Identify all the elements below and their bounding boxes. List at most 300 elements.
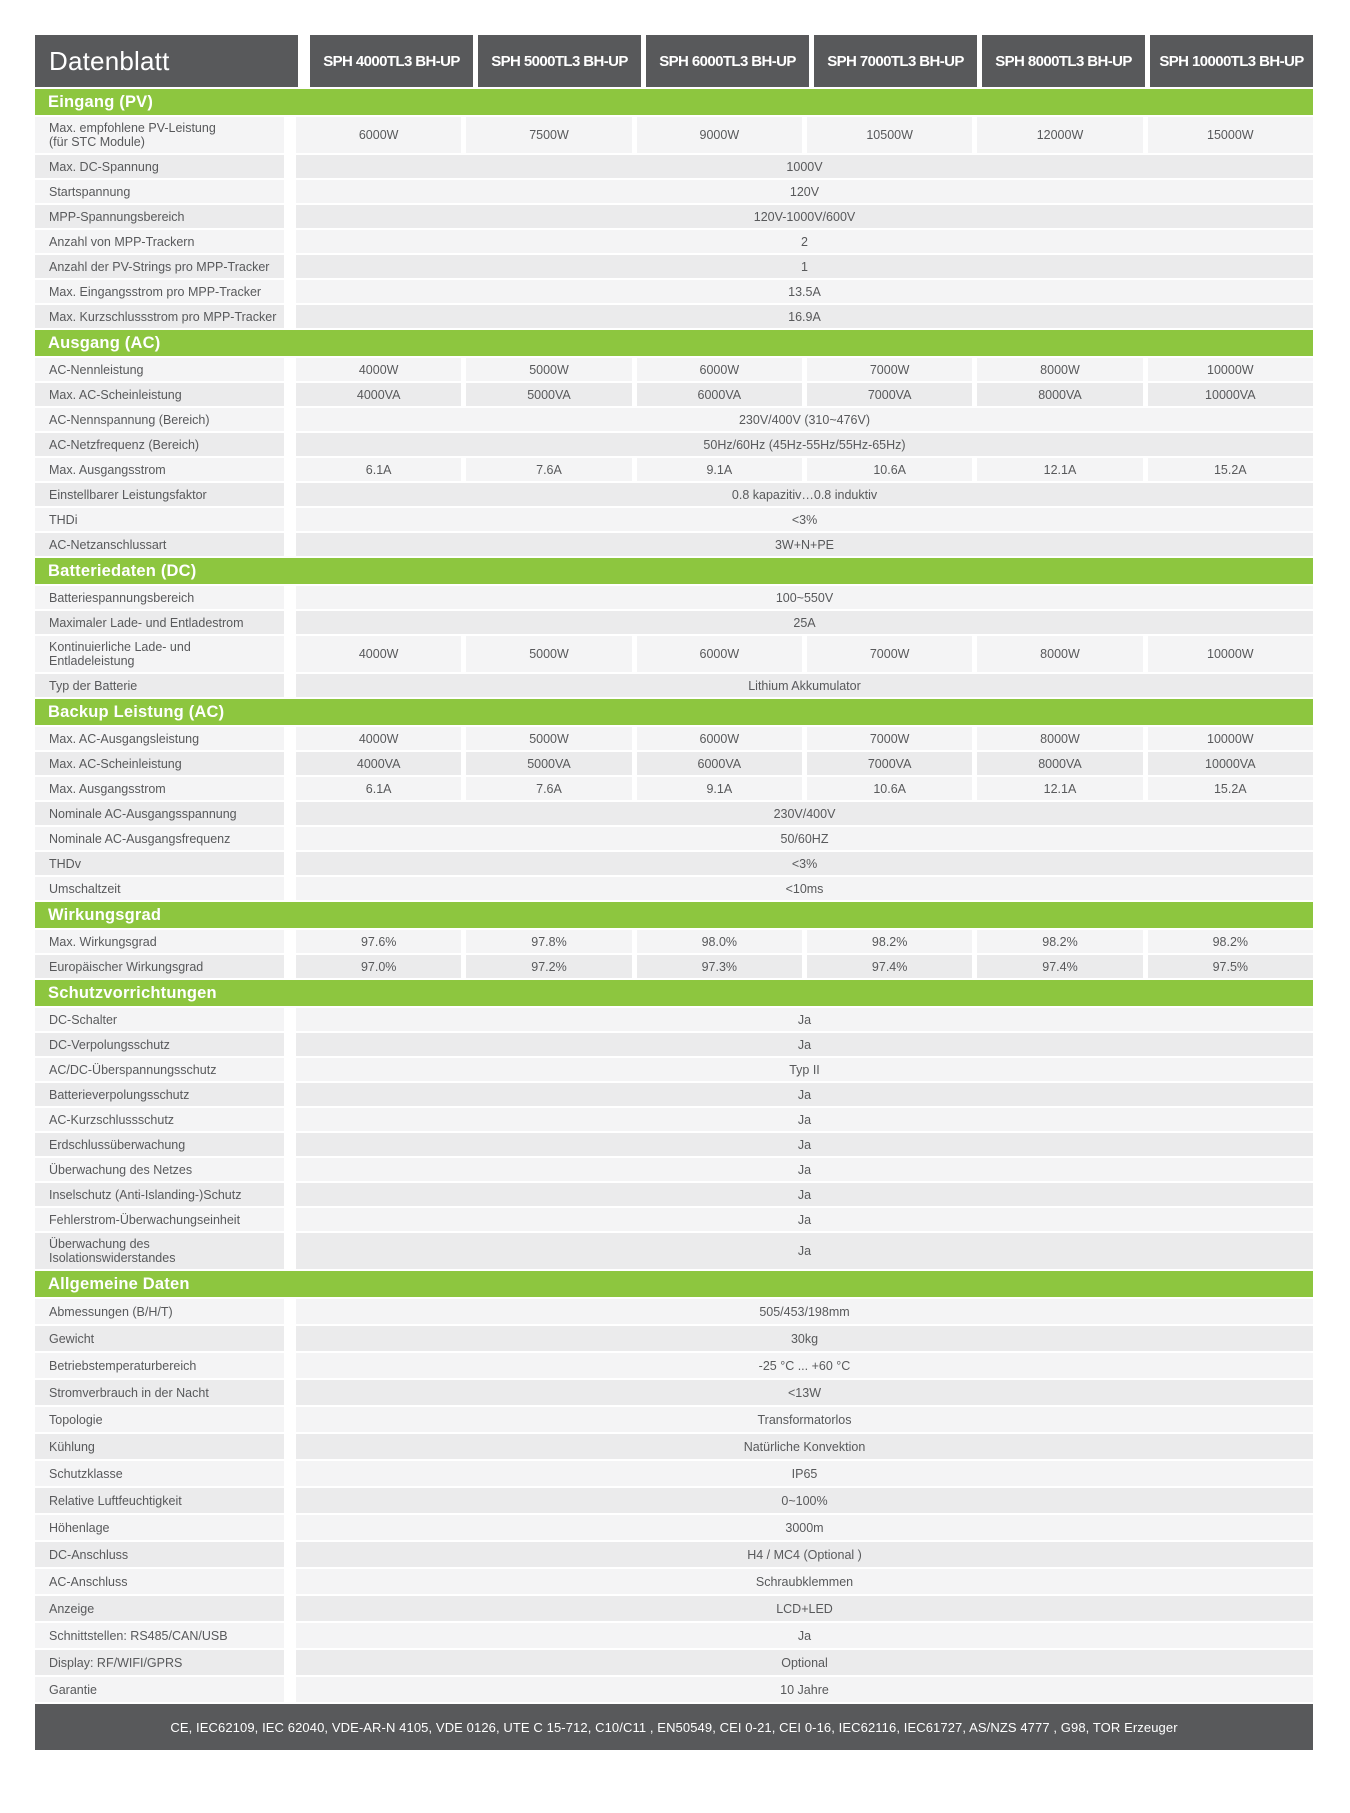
spec-row <box>35 180 1313 203</box>
spec-value-cell: 15.2A <box>1148 777 1313 800</box>
spec-value-cell: 7500W <box>466 117 631 153</box>
section-header: Backup Leistung (AC) <box>35 699 1313 725</box>
spec-label: Höhenlage <box>35 1515 284 1540</box>
spec-label: AC-Netzfrequenz (Bereich) <box>35 433 284 456</box>
model-header-columns <box>310 35 1313 87</box>
spec-value-merged: Ja <box>296 1033 1313 1056</box>
spec-value-cell: 6000W <box>296 117 461 153</box>
spec-value-merged: 2 <box>296 230 1313 253</box>
spec-row <box>35 1133 1313 1156</box>
spec-label: Nominale AC-Ausgangsspannung <box>35 802 284 825</box>
spec-label: Überwachung des Netzes <box>35 1158 284 1181</box>
spec-values <box>296 117 1313 153</box>
spec-row <box>35 483 1313 506</box>
spec-value-cell: 8000VA <box>977 383 1142 406</box>
row-gap <box>284 155 296 178</box>
spec-values <box>296 930 1313 953</box>
spec-label: Garantie <box>35 1677 284 1702</box>
spec-label: Anzeige <box>35 1596 284 1621</box>
row-gap <box>284 955 296 978</box>
spec-value-cell: 10000W <box>1148 636 1313 672</box>
spec-label: THDv <box>35 852 284 875</box>
row-gap <box>284 117 296 153</box>
spec-label: Max. DC-Spannung <box>35 155 284 178</box>
spec-value-cell: 4000VA <box>296 752 461 775</box>
spec-row <box>35 1353 1313 1378</box>
row-gap <box>284 305 296 328</box>
spec-row <box>35 280 1313 303</box>
row-gap <box>284 1158 296 1181</box>
row-gap <box>284 508 296 531</box>
row-gap <box>284 1542 296 1567</box>
spec-row <box>35 1183 1313 1206</box>
spec-label: Anzahl von MPP-Trackern <box>35 230 284 253</box>
certifications-footer <box>35 1704 1313 1750</box>
row-gap <box>284 1108 296 1131</box>
spec-value-cell: 97.4% <box>977 955 1142 978</box>
row-gap <box>284 433 296 456</box>
row-gap <box>284 1461 296 1486</box>
spec-row <box>35 1596 1313 1621</box>
row-gap <box>284 1488 296 1513</box>
spec-row <box>35 408 1313 431</box>
spec-values <box>296 777 1313 800</box>
row-gap <box>284 1058 296 1081</box>
spec-value-cell: 97.4% <box>807 955 972 978</box>
row-gap <box>284 586 296 609</box>
spec-value-cell: 10.6A <box>807 458 972 481</box>
spec-value-merged: LCD+LED <box>296 1596 1313 1621</box>
spec-label: Stromverbrauch in der Nacht <box>35 1380 284 1405</box>
spec-value-cell: 10000W <box>1148 727 1313 750</box>
spec-value-cell: 98.0% <box>637 930 802 953</box>
spec-value-merged: H4 / MC4 (Optional ) <box>296 1542 1313 1567</box>
spec-value-cell: 8000W <box>977 636 1142 672</box>
section-rows <box>35 930 1313 978</box>
spec-row <box>35 230 1313 253</box>
spec-value-merged: IP65 <box>296 1461 1313 1486</box>
row-gap <box>284 802 296 825</box>
spec-row <box>35 727 1313 750</box>
spec-row <box>35 752 1313 775</box>
row-gap <box>284 280 296 303</box>
spec-row <box>35 674 1313 697</box>
spec-label: Anzahl der PV-Strings pro MPP-Tracker <box>35 255 284 278</box>
spec-value-cell: 8000W <box>977 358 1142 381</box>
spec-value-merged: Optional <box>296 1650 1313 1675</box>
spec-label: Maximaler Lade- und Entladestrom <box>35 611 284 634</box>
column-header-model: SPH 5000TL3 BH-UP <box>478 35 641 87</box>
row-gap <box>284 1407 296 1432</box>
spec-value-cell: 97.0% <box>296 955 461 978</box>
row-gap <box>284 1326 296 1351</box>
row-gap <box>284 1083 296 1106</box>
row-gap <box>284 1380 296 1405</box>
spec-label: Max. Ausgangsstrom <box>35 458 284 481</box>
spec-value-cell: 97.5% <box>1148 955 1313 978</box>
column-header-model: SPH 6000TL3 BH-UP <box>646 35 809 87</box>
spec-sections <box>35 89 1313 1702</box>
spec-row <box>35 1488 1313 1513</box>
spec-value-cell: 98.2% <box>1148 930 1313 953</box>
spec-row <box>35 533 1313 556</box>
spec-row <box>35 777 1313 800</box>
row-gap <box>284 1650 296 1675</box>
row-gap <box>284 930 296 953</box>
spec-label: Batteriespannungsbereich <box>35 586 284 609</box>
spec-row <box>35 827 1313 850</box>
spec-row <box>35 852 1313 875</box>
spec-row <box>35 458 1313 481</box>
page-title: Datenblatt <box>49 45 170 76</box>
spec-row <box>35 255 1313 278</box>
spec-label: AC-Anschluss <box>35 1569 284 1594</box>
spec-value-cell: 5000W <box>466 358 631 381</box>
spec-value-cell: 5000VA <box>466 752 631 775</box>
spec-value-cell: 7.6A <box>466 458 631 481</box>
row-gap <box>284 408 296 431</box>
spec-value-merged: Ja <box>296 1133 1313 1156</box>
spec-label: Fehlerstrom-Überwachungseinheit <box>35 1208 284 1231</box>
spec-label: DC-Anschluss <box>35 1542 284 1567</box>
row-gap <box>284 674 296 697</box>
spec-label: AC-Nennspannung (Bereich) <box>35 408 284 431</box>
spec-value-merged: 30kg <box>296 1326 1313 1351</box>
spec-label: AC-Netzanschlussart <box>35 533 284 556</box>
spec-label: Startspannung <box>35 180 284 203</box>
spec-row <box>35 1208 1313 1231</box>
spec-value-cell: 7.6A <box>466 777 631 800</box>
row-gap <box>284 611 296 634</box>
section-header: Allgemeine Daten <box>35 1271 1313 1297</box>
spec-label: Überwachung des Isolationswiderstandes <box>35 1233 284 1269</box>
spec-label: THDi <box>35 508 284 531</box>
spec-row <box>35 1233 1313 1269</box>
row-gap <box>284 358 296 381</box>
spec-row <box>35 117 1313 153</box>
spec-label: Inselschutz (Anti-Islanding-)Schutz <box>35 1183 284 1206</box>
spec-value-cell: 7000W <box>807 358 972 381</box>
row-gap <box>284 205 296 228</box>
spec-values <box>296 383 1313 406</box>
spec-row <box>35 1326 1313 1351</box>
spec-label: Nominale AC-Ausgangsfrequenz <box>35 827 284 850</box>
certifications-text: CE, IEC62109, IEC 62040, VDE-AR-N 4105, VDE 0126, UTE C 15-712, C10/C11 , EN50549, CEI 0-21, CEI 0-16, IEC62116, IEC61727, AS/NZS 4777 , G98, TOR Erzeuger <box>170 1719 1178 1735</box>
row-gap <box>284 1569 296 1594</box>
spec-row <box>35 877 1313 900</box>
datasheet-page <box>35 35 1313 1750</box>
column-header-model: SPH 7000TL3 BH-UP <box>814 35 977 87</box>
spec-value-cell: 10.6A <box>807 777 972 800</box>
spec-row <box>35 1008 1313 1031</box>
section-rows <box>35 358 1313 556</box>
spec-value-merged: 10 Jahre <box>296 1677 1313 1702</box>
row-gap <box>284 852 296 875</box>
row-gap <box>284 636 296 672</box>
spec-value-cell: 8000W <box>977 727 1142 750</box>
section-header: Eingang (PV) <box>35 89 1313 115</box>
spec-value-merged: 3000m <box>296 1515 1313 1540</box>
spec-row <box>35 383 1313 406</box>
spec-value-merged: 1 <box>296 255 1313 278</box>
spec-value-cell: 5000VA <box>466 383 631 406</box>
row-gap <box>284 877 296 900</box>
spec-label: Kontinuierliche Lade- und Entladeleistung <box>35 636 284 672</box>
row-gap <box>284 230 296 253</box>
spec-values <box>296 752 1313 775</box>
column-header-model: SPH 10000TL3 BH-UP <box>1150 35 1313 87</box>
spec-row <box>35 155 1313 178</box>
spec-row <box>35 586 1313 609</box>
spec-value-merged: 50/60HZ <box>296 827 1313 850</box>
spec-value-cell: 97.8% <box>466 930 631 953</box>
row-gap <box>284 1677 296 1702</box>
row-gap <box>284 1515 296 1540</box>
spec-value-merged: 0~100% <box>296 1488 1313 1513</box>
spec-label: Kühlung <box>35 1434 284 1459</box>
row-gap <box>284 1623 296 1648</box>
row-gap <box>284 777 296 800</box>
spec-label: Display: RF/WIFI/GPRS <box>35 1650 284 1675</box>
spec-row <box>35 305 1313 328</box>
spec-value-cell: 4000VA <box>296 383 461 406</box>
spec-row <box>35 358 1313 381</box>
spec-value-merged: <3% <box>296 508 1313 531</box>
spec-values <box>296 727 1313 750</box>
spec-values <box>296 358 1313 381</box>
row-gap <box>284 1299 296 1324</box>
spec-value-cell: 9000W <box>637 117 802 153</box>
spec-value-merged: 16.9A <box>296 305 1313 328</box>
spec-label: Max. Eingangsstrom pro MPP-Tracker <box>35 280 284 303</box>
spec-label: AC/DC-Überspannungsschutz <box>35 1058 284 1081</box>
spec-label: Max. Kurzschlussstrom pro MPP-Tracker <box>35 305 284 328</box>
row-gap <box>284 752 296 775</box>
spec-value-cell: 5000W <box>466 727 631 750</box>
spec-value-cell: 6000W <box>637 636 802 672</box>
spec-value-merged: Lithium Akkumulator <box>296 674 1313 697</box>
spec-value-cell: 15000W <box>1148 117 1313 153</box>
spec-value-cell: 97.6% <box>296 930 461 953</box>
spec-label: Europäischer Wirkungsgrad <box>35 955 284 978</box>
row-gap <box>284 533 296 556</box>
spec-value-merged: <13W <box>296 1380 1313 1405</box>
spec-label: Topologie <box>35 1407 284 1432</box>
row-gap <box>284 458 296 481</box>
spec-label: AC-Kurzschlussschutz <box>35 1108 284 1131</box>
spec-row <box>35 1542 1313 1567</box>
spec-value-cell: 12.1A <box>977 458 1142 481</box>
spec-value-merged: 120V <box>296 180 1313 203</box>
spec-value-cell: 7000W <box>807 636 972 672</box>
spec-row <box>35 930 1313 953</box>
spec-value-merged: Ja <box>296 1623 1313 1648</box>
spec-row <box>35 433 1313 456</box>
spec-value-merged: Ja <box>296 1083 1313 1106</box>
row-gap <box>284 383 296 406</box>
row-gap <box>284 1033 296 1056</box>
spec-label: Umschaltzeit <box>35 877 284 900</box>
spec-value-cell: 8000VA <box>977 752 1142 775</box>
row-gap <box>284 727 296 750</box>
row-gap <box>284 1133 296 1156</box>
spec-value-cell: 10000W <box>1148 358 1313 381</box>
spec-value-merged: 230V/400V (310~476V) <box>296 408 1313 431</box>
spec-value-merged: Schraubklemmen <box>296 1569 1313 1594</box>
spec-value-cell: 12000W <box>977 117 1142 153</box>
spec-row <box>35 1058 1313 1081</box>
spec-row <box>35 611 1313 634</box>
spec-label: Batterieverpolungsschutz <box>35 1083 284 1106</box>
spec-value-merged: Ja <box>296 1208 1313 1231</box>
spec-value-merged: 505/453/198mm <box>296 1299 1313 1324</box>
spec-value-cell: 4000W <box>296 636 461 672</box>
spec-value-cell: 4000W <box>296 358 461 381</box>
spec-label: Erdschlussüberwachung <box>35 1133 284 1156</box>
spec-value-merged: Ja <box>296 1158 1313 1181</box>
spec-value-merged: 0.8 kapazitiv…0.8 induktiv <box>296 483 1313 506</box>
row-gap <box>284 827 296 850</box>
spec-label: Betriebstemperaturbereich <box>35 1353 284 1378</box>
spec-value-merged: Typ II <box>296 1058 1313 1081</box>
spec-value-merged: <10ms <box>296 877 1313 900</box>
spec-value-merged: Ja <box>296 1108 1313 1131</box>
spec-values <box>296 955 1313 978</box>
spec-row <box>35 802 1313 825</box>
spec-value-merged: 100~550V <box>296 586 1313 609</box>
spec-values <box>296 458 1313 481</box>
spec-row <box>35 1083 1313 1106</box>
spec-value-merged: 50Hz/60Hz (45Hz-55Hz/55Hz-65Hz) <box>296 433 1313 456</box>
page-title-cell <box>35 35 298 87</box>
spec-row <box>35 1677 1313 1702</box>
spec-value-cell: 15.2A <box>1148 458 1313 481</box>
spec-value-cell: 98.2% <box>977 930 1142 953</box>
spec-value-cell: 6000VA <box>637 383 802 406</box>
spec-label: Typ der Batterie <box>35 674 284 697</box>
spec-value-merged: Ja <box>296 1008 1313 1031</box>
spec-value-merged: 120V-1000V/600V <box>296 205 1313 228</box>
spec-label: Schnittstellen: RS485/CAN/USB <box>35 1623 284 1648</box>
spec-value-cell: 7000VA <box>807 752 972 775</box>
spec-label: Relative Luftfeuchtigkeit <box>35 1488 284 1513</box>
spec-label: Max. AC-Scheinleistung <box>35 752 284 775</box>
spec-value-merged: -25 °C ... +60 °C <box>296 1353 1313 1378</box>
spec-value-merged: Ja <box>296 1233 1313 1269</box>
spec-value-cell: 9.1A <box>637 458 802 481</box>
spec-value-cell: 9.1A <box>637 777 802 800</box>
spec-value-cell: 10500W <box>807 117 972 153</box>
spec-row <box>35 1407 1313 1432</box>
spec-row <box>35 1461 1313 1486</box>
section-rows <box>35 586 1313 697</box>
spec-value-cell: 6000W <box>637 727 802 750</box>
section-header: Wirkungsgrad <box>35 902 1313 928</box>
spec-label: DC-Verpolungsschutz <box>35 1033 284 1056</box>
spec-value-merged: <3% <box>296 852 1313 875</box>
spec-row <box>35 205 1313 228</box>
column-header-model: SPH 8000TL3 BH-UP <box>982 35 1145 87</box>
spec-value-cell: 4000W <box>296 727 461 750</box>
spec-label: Max. empfohlene PV-Leistung (für STC Module) <box>35 117 284 153</box>
section-rows <box>35 117 1313 328</box>
row-gap <box>284 483 296 506</box>
row-gap <box>284 1183 296 1206</box>
spec-label: Abmessungen (B/H/T) <box>35 1299 284 1324</box>
spec-row <box>35 1299 1313 1324</box>
spec-value-cell: 98.2% <box>807 930 972 953</box>
spec-value-cell: 6000VA <box>637 752 802 775</box>
spec-row <box>35 1515 1313 1540</box>
section-rows <box>35 727 1313 900</box>
spec-value-cell: 10000VA <box>1148 752 1313 775</box>
spec-value-cell: 7000W <box>807 727 972 750</box>
spec-label: DC-Schalter <box>35 1008 284 1031</box>
spec-row <box>35 1033 1313 1056</box>
spec-row <box>35 636 1313 672</box>
section-header: Ausgang (AC) <box>35 330 1313 356</box>
spec-value-cell: 10000VA <box>1148 383 1313 406</box>
spec-value-cell: 97.2% <box>466 955 631 978</box>
row-gap <box>284 255 296 278</box>
spec-values <box>296 636 1313 672</box>
spec-value-cell: 5000W <box>466 636 631 672</box>
spec-label: Schutzklasse <box>35 1461 284 1486</box>
spec-value-merged: Transformatorlos <box>296 1407 1313 1432</box>
spec-label: AC-Nennleistung <box>35 358 284 381</box>
section-rows <box>35 1008 1313 1269</box>
spec-row <box>35 1623 1313 1648</box>
spec-label: Max. Ausgangsstrom <box>35 777 284 800</box>
spec-label: Gewicht <box>35 1326 284 1351</box>
row-gap <box>284 1434 296 1459</box>
spec-value-merged: 3W+N+PE <box>296 533 1313 556</box>
section-header: Schutzvorrichtungen <box>35 980 1313 1006</box>
spec-value-merged: 25A <box>296 611 1313 634</box>
spec-row <box>35 1380 1313 1405</box>
spec-row <box>35 508 1313 531</box>
section-header: Batteriedaten (DC) <box>35 558 1313 584</box>
column-header-model: SPH 4000TL3 BH-UP <box>310 35 473 87</box>
spec-value-cell: 6000W <box>637 358 802 381</box>
row-gap <box>284 1208 296 1231</box>
spec-label: MPP-Spannungsbereich <box>35 205 284 228</box>
row-gap <box>284 1596 296 1621</box>
table-header-row <box>35 35 1313 87</box>
spec-row <box>35 1108 1313 1131</box>
row-gap <box>284 180 296 203</box>
section-rows <box>35 1299 1313 1702</box>
spec-label: Max. AC-Ausgangsleistung <box>35 727 284 750</box>
spec-label: Max. Wirkungsgrad <box>35 930 284 953</box>
spec-value-merged: Natürliche Konvektion <box>296 1434 1313 1459</box>
spec-value-merged: 1000V <box>296 155 1313 178</box>
row-gap <box>284 1233 296 1269</box>
spec-value-cell: 7000VA <box>807 383 972 406</box>
spec-row <box>35 1158 1313 1181</box>
spec-row <box>35 1650 1313 1675</box>
spec-row <box>35 955 1313 978</box>
spec-label: Einstellbarer Leistungsfaktor <box>35 483 284 506</box>
row-gap <box>284 1008 296 1031</box>
header-gap <box>298 35 310 87</box>
spec-row <box>35 1434 1313 1459</box>
spec-row <box>35 1569 1313 1594</box>
spec-value-cell: 12.1A <box>977 777 1142 800</box>
spec-value-merged: 230V/400V <box>296 802 1313 825</box>
spec-value-merged: Ja <box>296 1183 1313 1206</box>
spec-value-cell: 97.3% <box>637 955 802 978</box>
